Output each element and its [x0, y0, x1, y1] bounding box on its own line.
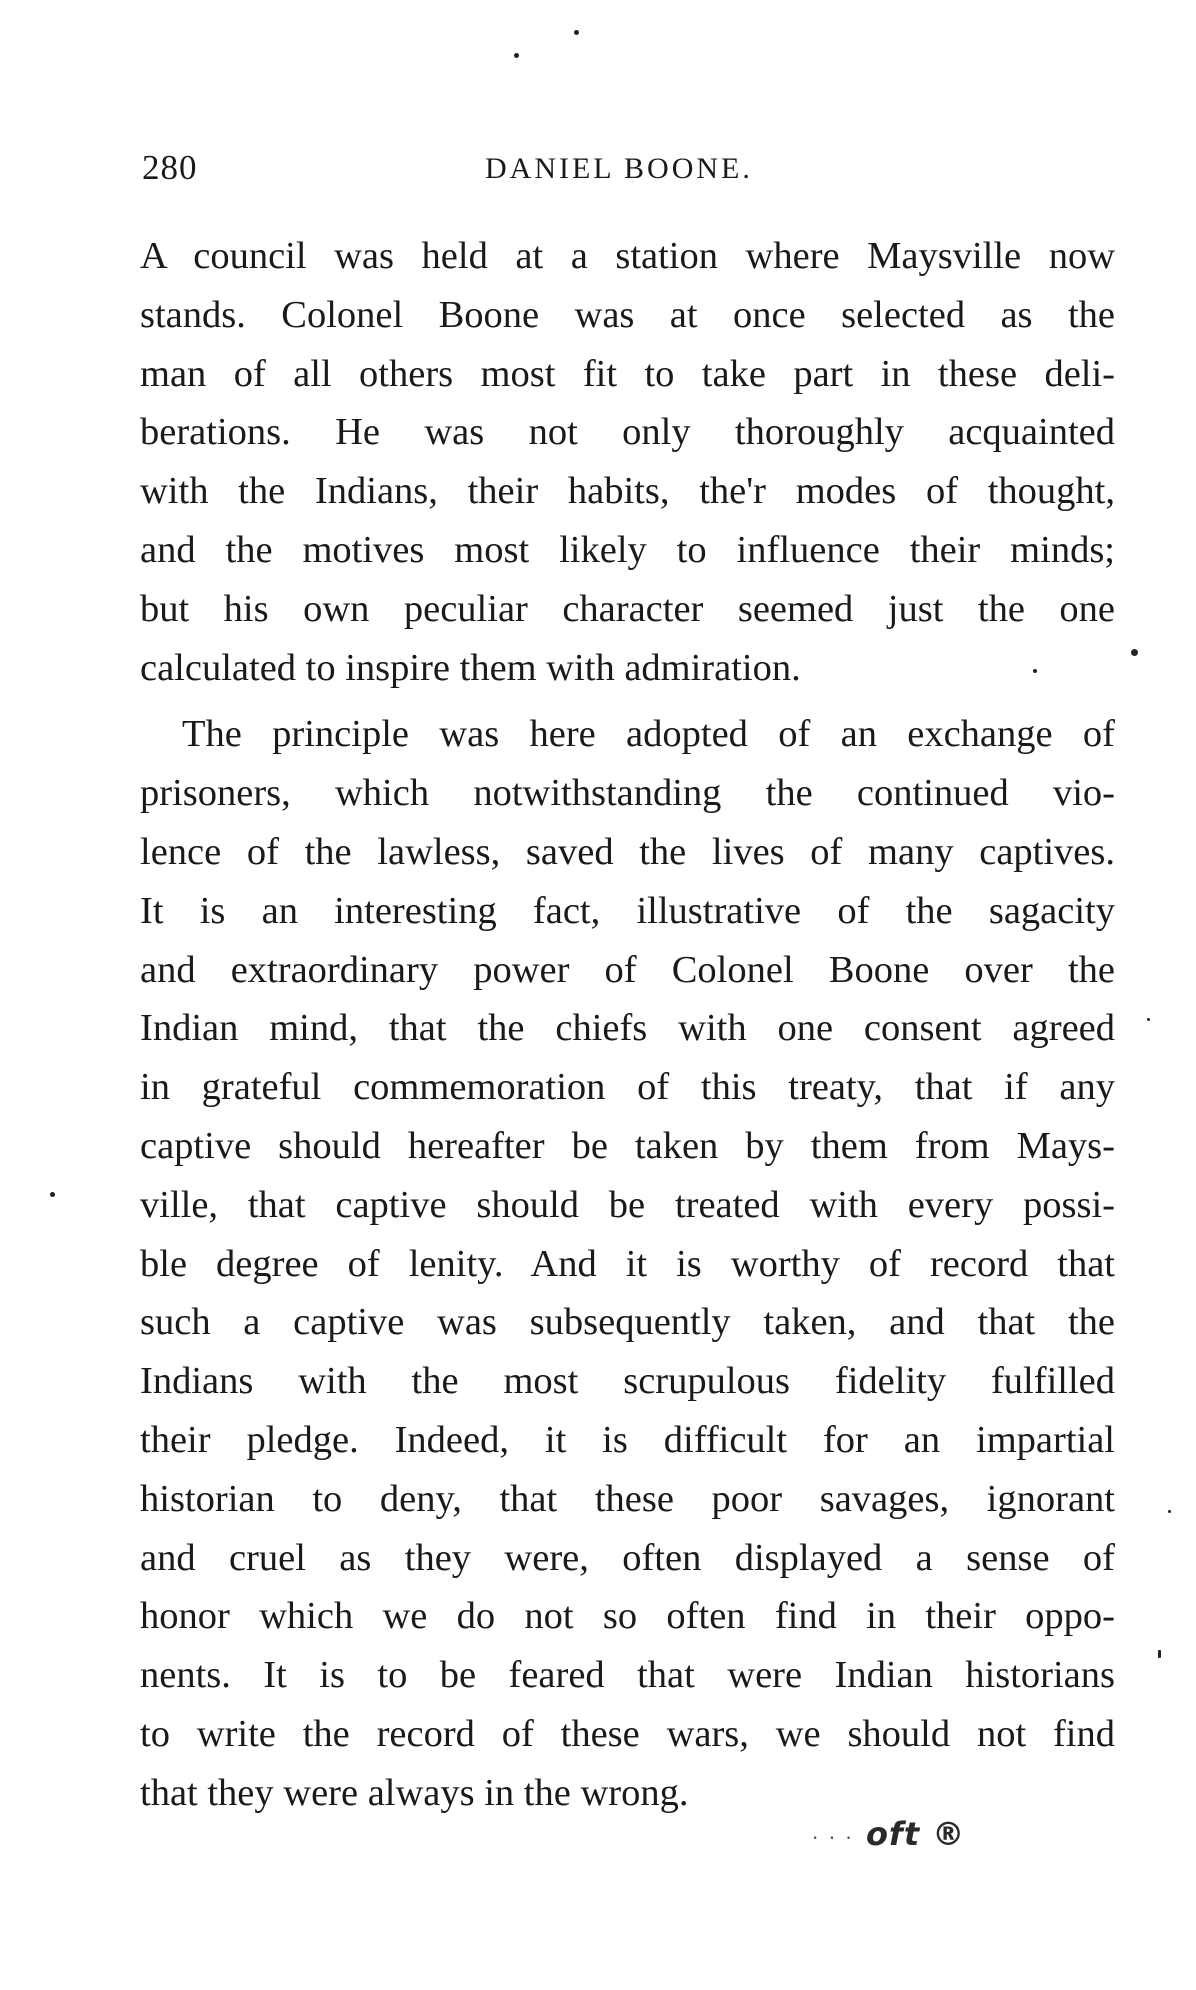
- text-line: and the motives most likely to influence their minds;: [140, 528, 1115, 571]
- text-line: ville, that captive should be treated with every possi-: [140, 1183, 1115, 1226]
- text-line: It is an interesting fact, illustrative of the sagacity: [140, 889, 1115, 932]
- page-header: [140, 148, 1090, 208]
- text-line: honor which we do not so often find in their oppo-: [140, 1595, 1115, 1638]
- ink-speck: [1158, 1650, 1161, 1658]
- text-line: but his own peculiar character seemed just the one: [140, 587, 1115, 630]
- text-line: stands. Colonel Boone was at once selected as the: [140, 293, 1115, 336]
- ink-speck: [574, 30, 579, 35]
- watermark-text: oft ®: [865, 1815, 966, 1853]
- text-line: with the Indians, their habits, the'r modes of thought,: [140, 470, 1115, 513]
- text-line: man of all others most fit to take part in these deli-: [140, 352, 1115, 395]
- text-line: that they were always in the wrong.: [140, 1771, 689, 1814]
- text-line: Indian mind, that the chiefs with one consent agreed: [140, 1007, 1115, 1050]
- text-line: their pledge. Indeed, it is difficult for an impartial: [140, 1418, 1115, 1461]
- text-line: historian to deny, that these poor savages, ignorant: [140, 1477, 1115, 1520]
- text-line: to write the record of these wars, we should not find: [140, 1712, 1115, 1755]
- text-line: Indians with the most scrupulous fidelity fulfilled: [140, 1360, 1115, 1403]
- text-line: A council was held at a station where Maysville now: [140, 235, 1115, 277]
- text-line: berations. He was not only thoroughly acquainted: [140, 411, 1115, 454]
- digitizer-watermark: [812, 1815, 965, 1853]
- watermark-dots: · · ·: [812, 1826, 854, 1850]
- paragraph-1: [140, 227, 1115, 697]
- text-line: prisoners, which notwithstanding the continued vio-: [140, 772, 1115, 815]
- text-line: in grateful commemoration of this treaty, that if any: [140, 1066, 1115, 1109]
- ink-speck: [514, 53, 519, 58]
- text-line: lence of the lawless, saved the lives of many captives.: [140, 830, 1115, 873]
- body-text: [140, 227, 1115, 1823]
- ink-speck: [50, 1192, 55, 1197]
- ink-speck: [1147, 1018, 1150, 1021]
- text-line: such a captive was subsequently taken, and that the: [140, 1301, 1115, 1344]
- page-number: 280: [142, 148, 198, 187]
- text-line: The principle was here adopted of an exchange of: [182, 713, 1115, 756]
- paragraph-2: [140, 705, 1115, 1822]
- ink-speck: [1131, 649, 1138, 656]
- text-line: and extraordinary power of Colonel Boone over the: [140, 948, 1115, 991]
- text-line: captive should hereafter be taken by them from Mays-: [140, 1124, 1115, 1167]
- text-line: calculated to inspire them with admiration.: [140, 646, 801, 689]
- text-line: and cruel as they were, often displayed a sense of: [140, 1536, 1115, 1579]
- running-title: DANIEL BOONE.: [485, 152, 753, 185]
- text-line: nents. It is to be feared that were Indian historians: [140, 1654, 1115, 1697]
- ink-speck: [1168, 1510, 1171, 1513]
- text-line: ble degree of lenity. And it is worthy of record that: [140, 1242, 1115, 1285]
